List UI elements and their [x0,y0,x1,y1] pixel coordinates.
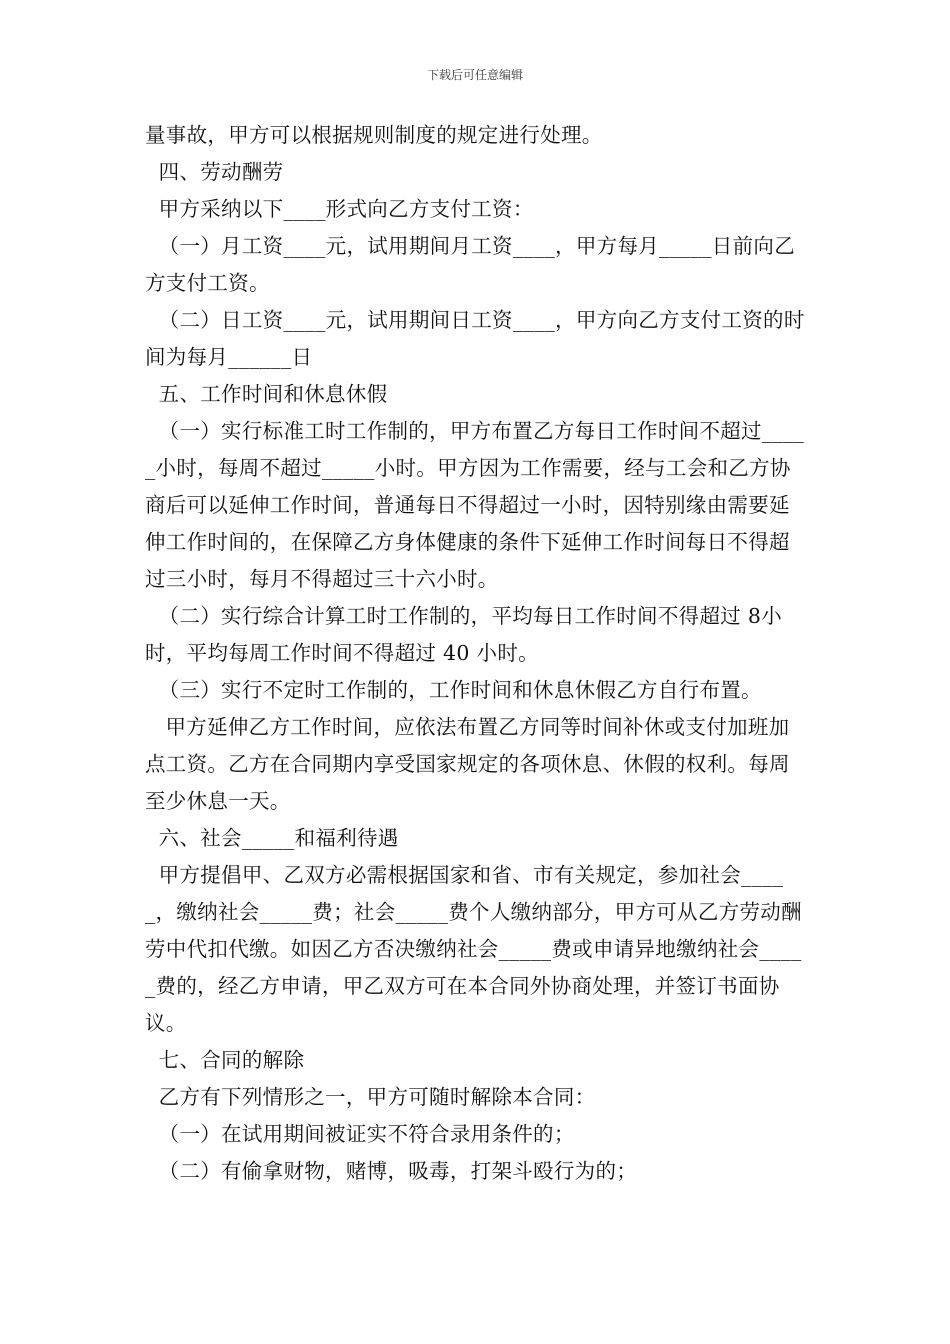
paragraph: （三）实行不定时工作制的，工作时间和休息休假乙方自行布置。 [145,678,762,702]
paragraph: （二）日工资____元，试用期间日工资____，甲方向乙方支付工资的时间为每月______日 [145,308,805,369]
document-body [145,117,810,1190]
page-header: 下载后可任意编辑 [426,68,523,82]
paragraph: （一）月工资____元，试用期间月工资____，甲方每月_____日前向乙方支付工资。 [145,234,795,295]
section-heading-7: 七、合同的解除 [145,1048,305,1072]
paragraph: （二）实行综合计算工时工作制的，平均每日工作时间不得超过 8小时，平均每周工作时间不得超过 40 小时。 [145,604,782,665]
section-heading-6: 六、社会_____和福利待遇 [145,826,399,850]
paragraph: （二）有偷拿财物，赌博，吸毒，打架斗殴行为的； [145,1159,638,1183]
paragraph: （一）实行标准工时工作制的，甲方布置乙方每日工作时间不超过_____小时，每周不超过_____小时。甲方因为工作需要，经与工会和乙方协商后可以延伸工作时间，普通每日不得超过一小时，因特别缘由需要延伸工作时间的，在保障乙方身体健康的条件下延伸工作时间每日不得超过三小时，每月不得超过三十六小时。 [145,419,805,591]
paragraph: 量事故，甲方可以根据规则制度的规定进行处理。 [145,123,603,147]
paragraph: 甲方提倡甲、乙双方必需根据国家和省、市有关规定，参加社会_____，缴纳社会_____费；社会_____费个人缴纳部分，甲方可从乙方劳动酬劳中代扣代缴。如因乙方否决缴纳社会_____费或申请异地缴纳社会_____费的，经乙方申请，甲乙双方可在本合同外协商处理，并签订书面协议。 [145,863,802,1035]
paragraph: （一）在试用期间被证实不符合录用条件的； [145,1122,575,1146]
section-heading-5: 五、工作时间和休息休假 [145,382,388,406]
paragraph: 乙方有下列情形之一，甲方可随时解除本合同： [145,1085,596,1109]
section-heading-4: 四、劳动酬劳 [145,160,284,184]
paragraph: 甲方延伸乙方工作时间，应依法布置乙方同等时间补休或支付加班加点工资。乙方在合同期内享受国家规定的各项休息、休假的权利。每周至少休息一天。 [145,715,790,813]
paragraph: 甲方采纳以下____形式向乙方支付工资： [145,197,534,221]
